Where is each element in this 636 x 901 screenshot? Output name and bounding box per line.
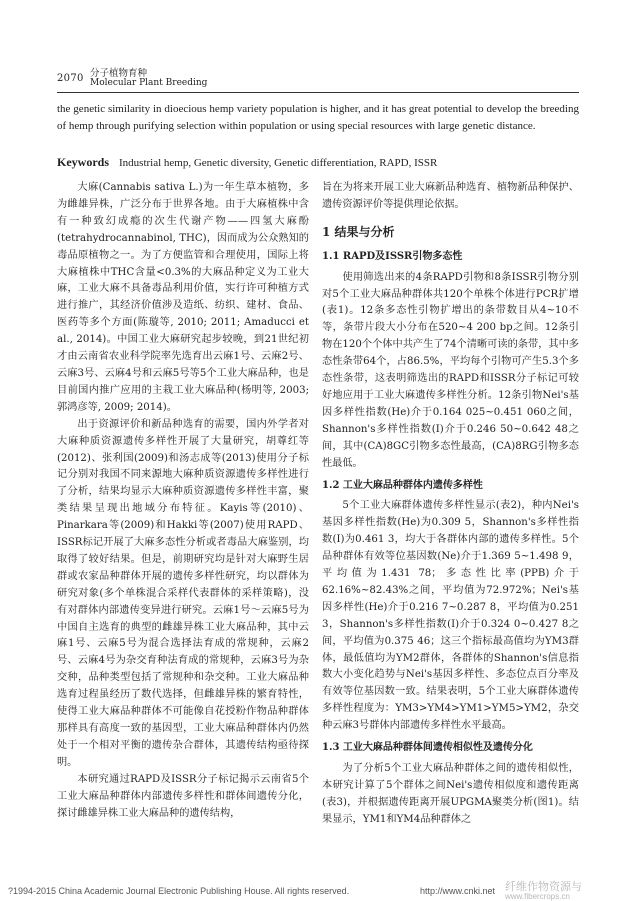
subsection-heading-1-3: 1.3 工业大麻品种群体间遗传相似性及遗传分化 <box>322 742 533 754</box>
keywords-text: Industrial hemp, Genetic diversity, Genetic differentiation, RAPD, ISSR <box>119 157 438 169</box>
watermark-cn: 纤维作物资源与 <box>505 881 582 893</box>
cnki-link[interactable]: http://www.cnki.net <box>420 886 496 896</box>
abstract-tail: the genetic similarity in dioecious hemp variety population is higher, and it has great potential to develop the breeding of hemp through purifying selection within population or using special resources with large genetic distance. <box>57 103 579 132</box>
intro-paragraph-2: 出于资源评价和新品种选育的需要，国内外学者对大麻种质资源遗传多样性开展了大量研究，胡尊红等(2012)、张利国(2009)和汤志成等(2013)使用分子标记分别对我国不同来源地大麻种质资源遗传多样性进行了分析，结果均显示大麻种质资源遗传多样性丰富，聚类结果呈现出地域分布特征。Kayis等(2010)、Pinarkara等(2009)和Hakki等(2007)使用RAPD、ISSR标记开展了大麻多态性分析或者毒品大麻鉴别，均取得了较好结果。但是，前期研究均是针对大麻野生居群或农家品种群体开展的遗传多样性研究，均以群体为研究对象(多个单株混合采样代表群体的采样策略)，没有对群体内部遗传变异进行研究。云麻1号～云麻5号为中国自主选育的典型的雌雄异株工业大麻品种，其中云麻1号、云麻5号为混合选择法育成的常规种，云麻2号、云麻4号为杂交育种法育成的常规种，云麻3号为杂交种，品种类型包括了常规种和杂交种。工业大麻品种选育过程虽经历了数代选择，但雌雄异株的繁育特性，使得工业大麻品种群体不可能像自花授粉作物品种群体那样具有高度一致的基因型，工业大麻品种群体内仍然处于一个相对平衡的遗传杂合群体，其遗传结构亟待探明。 <box>57 418 309 768</box>
results-paragraph-1-1: 使用筛选出来的4条RAPD引物和8条ISSR引物分别对5个工业大麻品种群体共120个单株个体进行PCR扩增(表1)。12条多态性引物扩增出的条带数目从4~10不等，条带片段大小分布在520~4 200 bp之间。12条引物在120个个体中共产生了74个清晰可读的条带，其中多态性条带64个，占86.5%，平均每个引物可产生5.3个多态性条带，这表明筛选出的RAPD和ISSR分子标记可较好地应用于工业大麻遗传多样性分析。12条引物Nei's基因多样性指数(He)介于0.164 025~0.451 060之间，Shannon's多样性指数(I)介于0.246 50~0.642 48之间，其中(CA)8GC引物多态性最高，(CA)8RG引物多态性最低。 <box>322 271 579 469</box>
intro-paragraph-1: 大麻(Cannabis sativa L.)为一年生草本植物，多为雌雄异株，广泛分布于世界各地。由于大麻植株中含有一种致幻成瘾的次生代谢产物——四氢大麻酚(tetrahydrocannabinol, THC)，因而成为公众熟知的毒品原植物之一。为了方便监管和合理使用，国际上将大麻植株中THC含量<0.3%的大麻品种定义为工业大麻，工业大麻不具备毒品利用价值，实行许可种植方式进行推广，其经济价值涉及造纸、纺织、建材、食品、医药等多个方面(陈璇等, 2010; 2011; Amaducci et al., 2014)。中国工业大麻研究起步较晚，到21世纪初才由云南省农业科学院率先选育出云麻1号、云麻2号、云麻3号、云麻4号和云麻5号等5个工业大麻品种，也是目前国内推广应用的主栽工业大麻品种(杨明等, 2003; 郭鸿彦等, 2009; 2014)。 <box>57 182 309 413</box>
page-number: 2070 <box>57 73 84 84</box>
intro-paragraph-3: 本研究通过RAPD及ISSR分子标记揭示云南省5个工业大麻品种群体内部遗传多样性和群体间遗传分化，探讨雌雄异株工业大麻品种的遗传结构， <box>57 773 309 819</box>
keywords-label: Keywords <box>57 155 109 169</box>
intro-paragraph-tail: 旨在为将来开展工业大麻新品种选育、植物新品种保护、遗传资源评价等提供理论依据。 <box>322 182 579 210</box>
section-heading-1: 1 结果与分析 <box>322 224 395 239</box>
results-paragraph-1-2: 5个工业大麻群体遗传多样性显示(表2)，种内Nei's基因多样性指数(He)为0.309 5，Shannon's多样性指数(I)为0.461 3，均大于各群体内部的遗传多样性。5个品种群体有效等位基因数(Ne)介于1.369 5~1.498 9，平均值为1.431 78；多态性比率(PPB)介于62.16%~82.43%之间，平均值为72.972%；Nei's基因多样性(He)介于0.216 7~0.287 8，平均值为0.251 3，Shannon's多样性指数(I)介于0.324 0~0.427 8之间，平均值为0.375 46；这三个指标最高值均为YM3群体，最低值均为YM2群体，各群体的Shannon's信息指数大小变化趋势与Nei's基因多样性、多态位点百分率及有效等位基因数一致。结果表明，5个工业大麻群体遗传多样性程度为：YM3>YM4>YM1>YM5>YM2，杂交种云麻3号群体内部遗传多样性水平最高。 <box>322 500 579 732</box>
watermark <box>505 883 582 901</box>
subsection-heading-1-1: 1.1 RAPD及ISSR引物多态性 <box>322 250 463 262</box>
keywords-line <box>57 155 579 170</box>
journal-title-cn: 分子植物育种 <box>90 68 148 79</box>
header-rule <box>57 92 579 93</box>
journal-title-en: Molecular Plant Breeding <box>90 78 208 88</box>
subsection-heading-1-2: 1.2 工业大麻品种群体内遗传多样性 <box>322 479 483 491</box>
results-paragraph-1-3: 为了分析5个工业大麻品种群体之间的遗传相似性，本研究计算了5个群体之间Nei's遗传相似度和遗传距离(表3)，并根据遗传距离开展UPGMA聚类分析(图1)。结果显示，YM1和YM4品种群体之 <box>322 763 579 825</box>
copyright-notice: ?1994-2015 China Academic Journal Electronic Publishing House. All rights reserved. <box>8 886 350 896</box>
watermark-en: www.fibercrops.cn <box>505 892 570 901</box>
left-column <box>57 180 309 822</box>
right-column <box>322 180 579 829</box>
footer <box>0 883 636 901</box>
